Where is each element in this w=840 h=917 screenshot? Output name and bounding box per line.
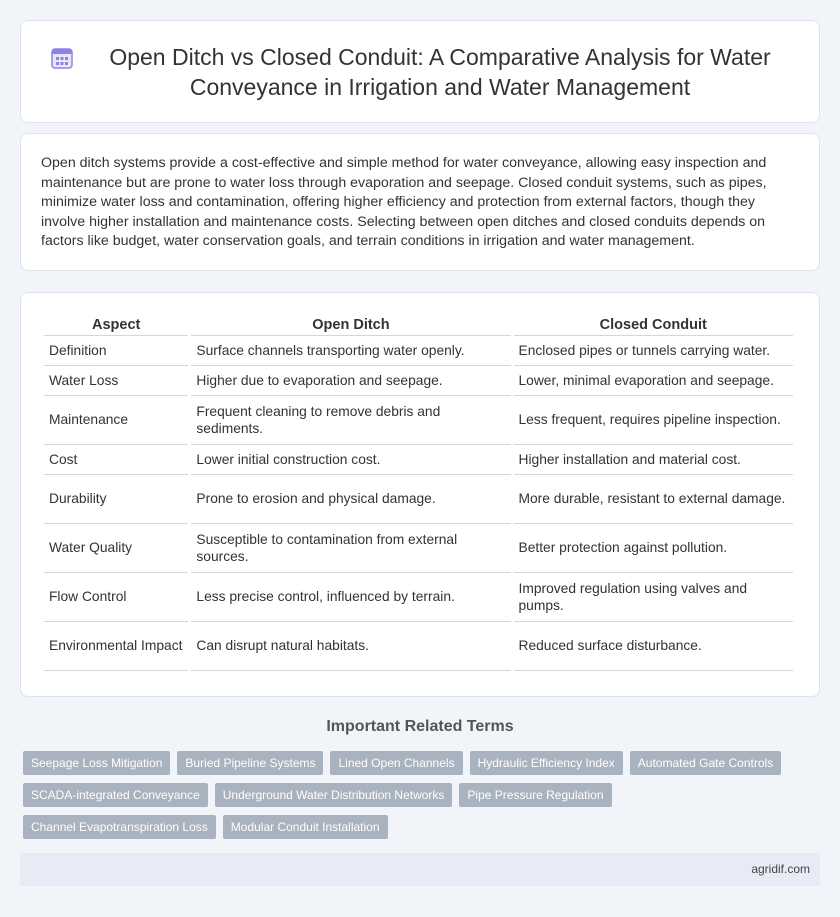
table-cell-aspect: Durability <box>44 475 188 524</box>
table-cell-aspect: Maintenance <box>44 396 188 445</box>
comparison-table-card <box>20 292 820 697</box>
related-term-tag[interactable]: Hydraulic Efficiency Index <box>470 751 623 775</box>
table-cell-closed-conduit: Improved regulation using valves and pumps. <box>514 573 794 622</box>
table-row <box>44 396 793 445</box>
related-terms-list <box>23 751 813 847</box>
table-cell-open-ditch: Less precise control, influenced by terrain. <box>191 573 510 622</box>
page-title: Open Ditch vs Closed Conduit: A Comparative Analysis for Water Conveyance in Irrigation and Water Management <box>109 43 771 100</box>
footer-site-link[interactable]: agridif.com <box>751 862 810 876</box>
table-cell-open-ditch: Frequent cleaning to remove debris and sediments. <box>191 396 510 445</box>
summary-text: Open ditch systems provide a cost-effective and simple method for water conveyance, allowing easy inspection and maintenance but are prone to water loss through evaporation and seepage. Closed conduit systems, such as pipes, minimize water loss and contamination, offering higher efficiency and protection from external factors, though they involve higher installation and maintenance costs. Selecting between open ditches and closed conduits depends on factors like budget, water conservation goals, and terrain conditions in irrigation and water management. <box>41 155 767 249</box>
table-row <box>44 622 793 671</box>
table-header-row <box>44 315 793 336</box>
table-cell-open-ditch: Lower initial construction cost. <box>191 445 510 475</box>
table-cell-closed-conduit: More durable, resistant to external damage. <box>514 475 794 524</box>
summary-card <box>20 133 820 271</box>
table-cell-open-ditch: Susceptible to contamination from external sources. <box>191 524 510 573</box>
related-term-tag[interactable]: Lined Open Channels <box>330 751 462 775</box>
column-header-closed-conduit: Closed Conduit <box>514 315 794 336</box>
table-cell-closed-conduit: Lower, minimal evaporation and seepage. <box>514 366 794 396</box>
related-term-tag[interactable]: SCADA-integrated Conveyance <box>23 783 208 807</box>
column-header-open-ditch: Open Ditch <box>191 315 510 336</box>
related-term-tag[interactable]: Underground Water Distribution Networks <box>215 783 453 807</box>
related-term-tag[interactable]: Pipe Pressure Regulation <box>459 783 611 807</box>
related-term-tag[interactable]: Seepage Loss Mitigation <box>23 751 170 775</box>
table-cell-closed-conduit: Reduced surface disturbance. <box>514 622 794 671</box>
related-term-tag[interactable]: Automated Gate Controls <box>630 751 781 775</box>
table-row <box>44 445 793 475</box>
comparison-table <box>41 315 796 671</box>
table-cell-aspect: Environmental Impact <box>44 622 188 671</box>
calendar-icon <box>51 47 73 69</box>
table-cell-aspect: Water Loss <box>44 366 188 396</box>
table-cell-open-ditch: Higher due to evaporation and seepage. <box>191 366 510 396</box>
related-term-tag[interactable]: Buried Pipeline Systems <box>177 751 323 775</box>
table-cell-closed-conduit: Higher installation and material cost. <box>514 445 794 475</box>
table-row <box>44 524 793 573</box>
table-cell-aspect: Flow Control <box>44 573 188 622</box>
column-header-aspect: Aspect <box>44 315 188 336</box>
footer <box>20 853 820 886</box>
table-cell-closed-conduit: Less frequent, requires pipeline inspection. <box>514 396 794 445</box>
table-cell-aspect: Water Quality <box>44 524 188 573</box>
header-card <box>20 20 820 123</box>
related-term-tag[interactable]: Modular Conduit Installation <box>223 815 388 839</box>
table-cell-open-ditch: Prone to erosion and physical damage. <box>191 475 510 524</box>
table-cell-aspect: Cost <box>44 445 188 475</box>
table-cell-closed-conduit: Better protection against pollution. <box>514 524 794 573</box>
table-cell-closed-conduit: Enclosed pipes or tunnels carrying water. <box>514 336 794 366</box>
table-cell-open-ditch: Surface channels transporting water openly. <box>191 336 510 366</box>
table-row <box>44 336 793 366</box>
related-term-tag[interactable]: Channel Evapotranspiration Loss <box>23 815 216 839</box>
table-cell-aspect: Definition <box>44 336 188 366</box>
table-row <box>44 366 793 396</box>
related-terms-heading: Important Related Terms <box>326 718 514 735</box>
table-row <box>44 475 793 524</box>
table-row <box>44 573 793 622</box>
table-cell-open-ditch: Can disrupt natural habitats. <box>191 622 510 671</box>
